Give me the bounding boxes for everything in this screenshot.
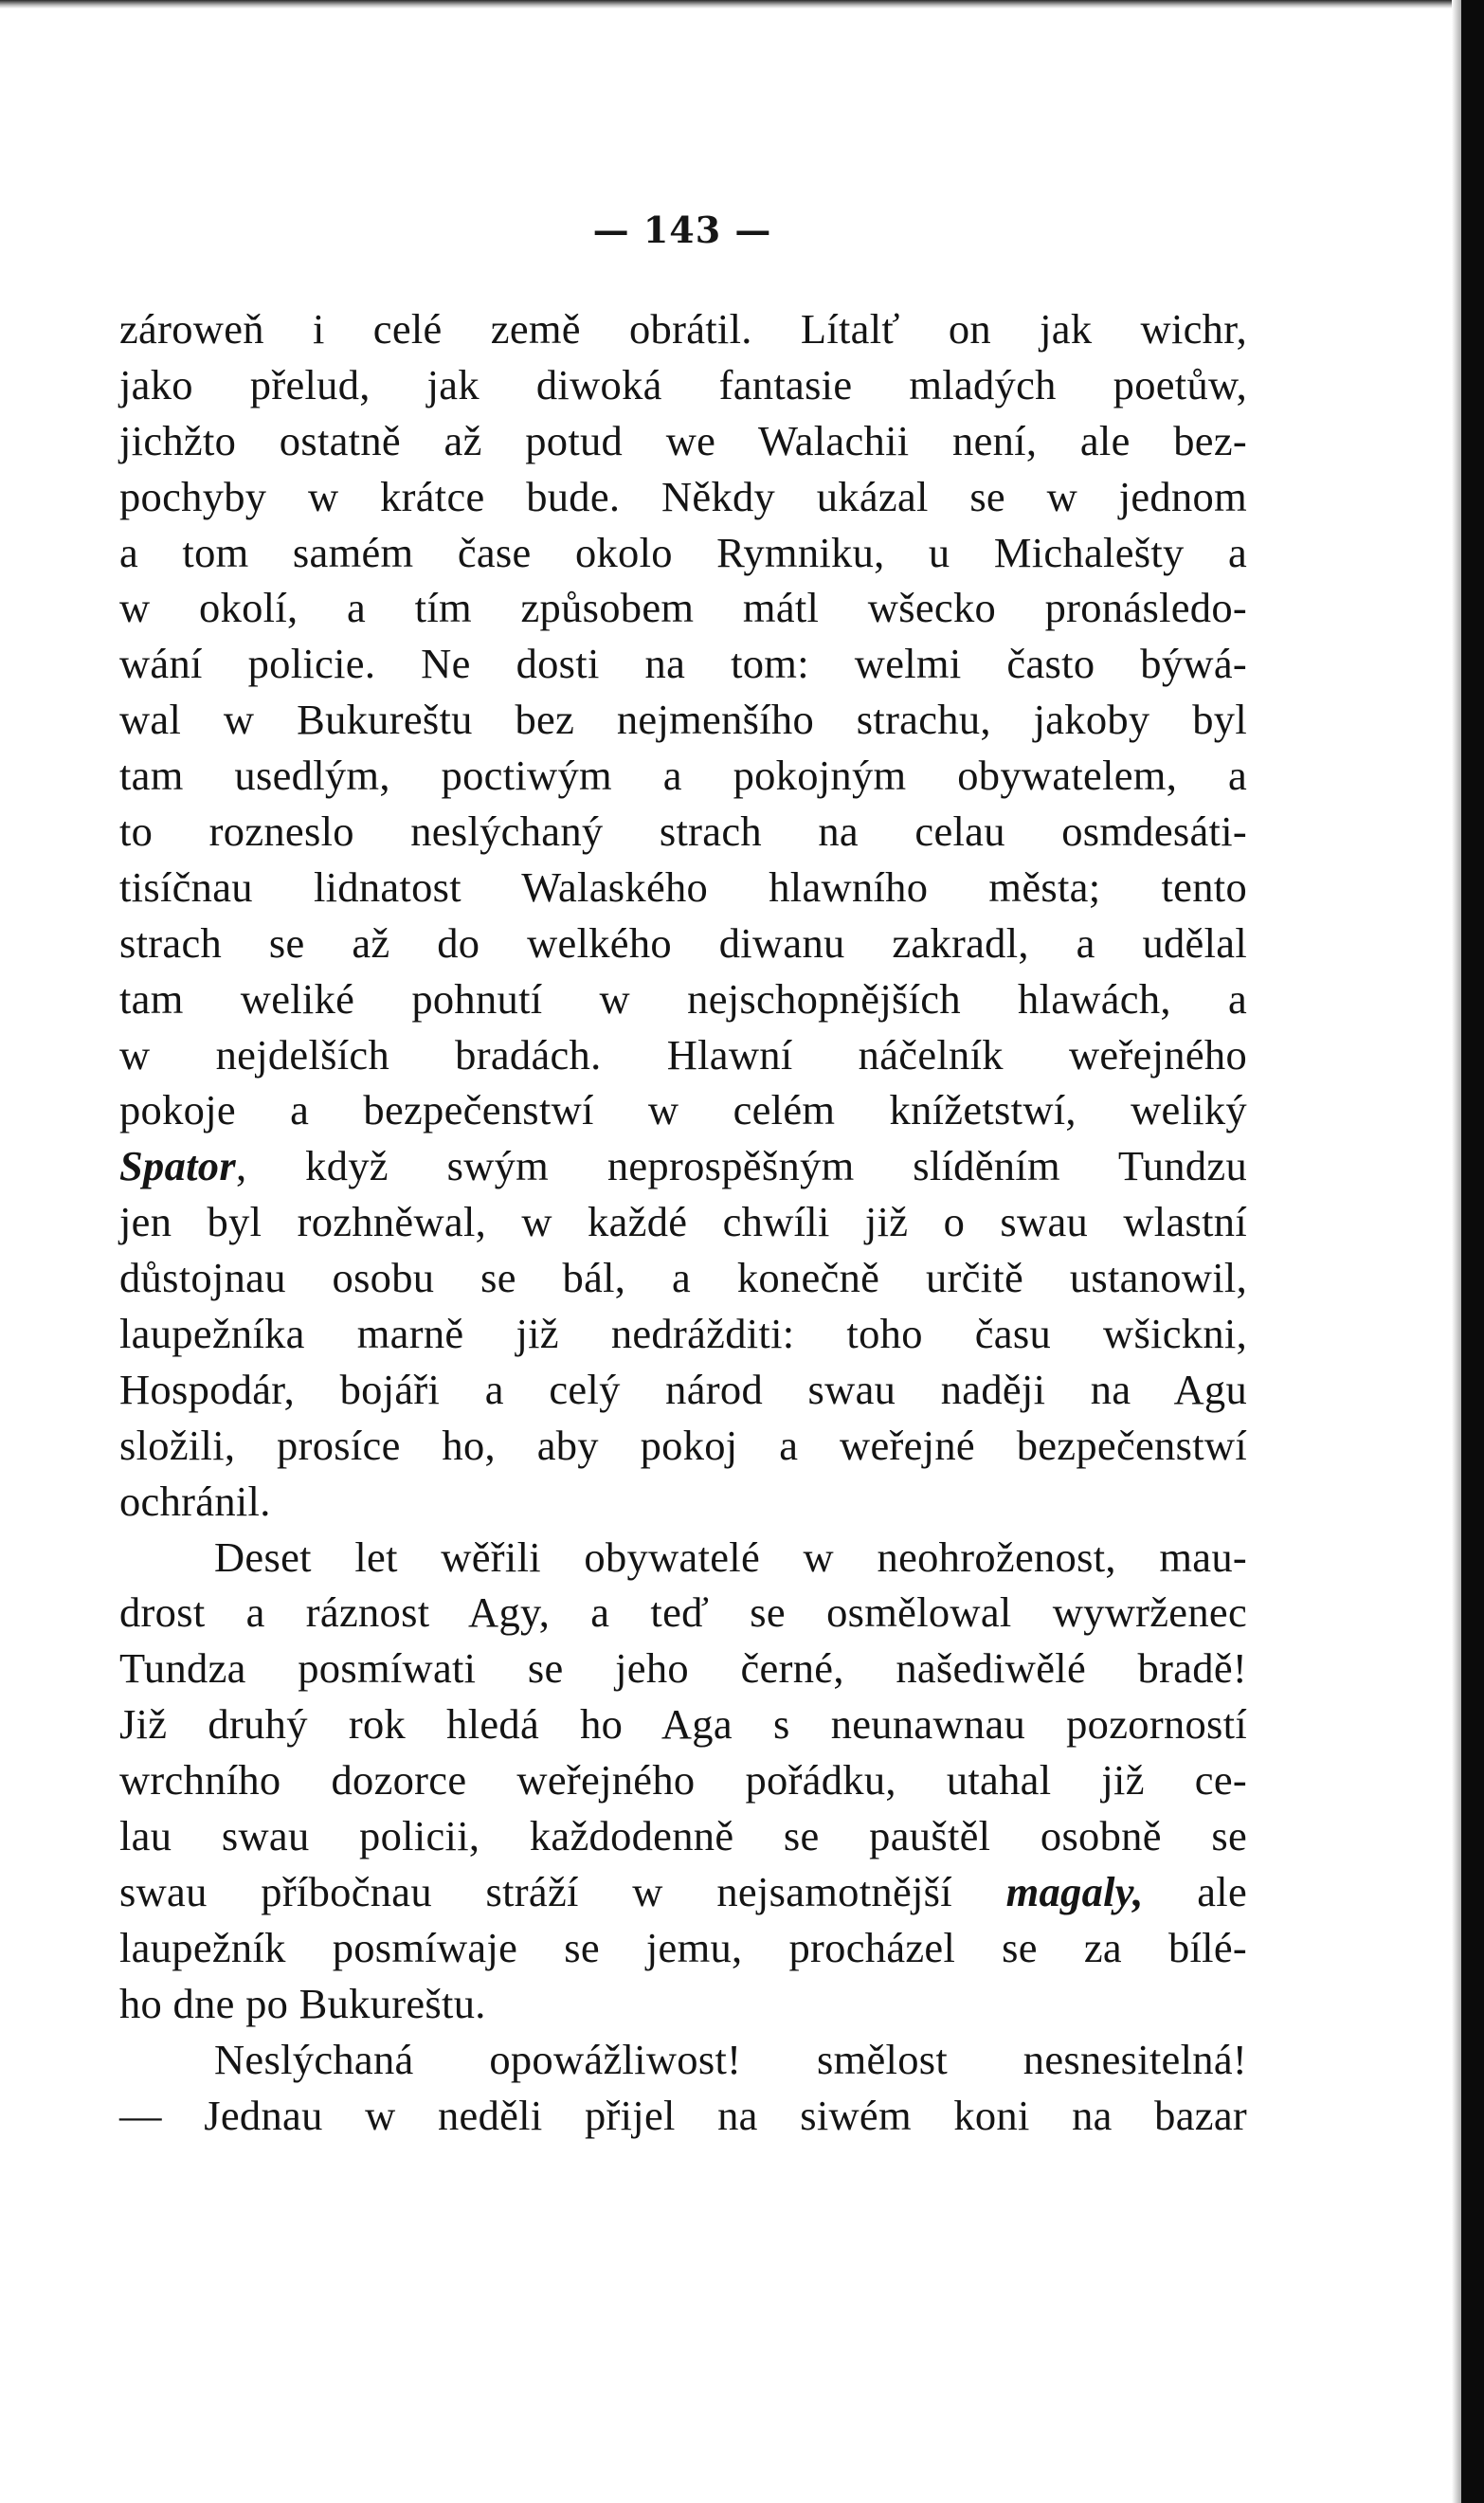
emphasized-word: magaly, — [1005, 1867, 1144, 1915]
text-line: jen byl rozhněwal, w každé chwíli již o swau wlastní — [119, 1198, 1247, 1246]
text-line: strach se až do welkého diwanu zakradl, a udělal — [119, 918, 1247, 967]
text-run: ale — [1143, 1867, 1248, 1915]
text-line: Deset let wěřili obywatelé w neohroženost, mau- — [214, 1533, 1247, 1581]
page-number: — 143 — — [592, 209, 772, 251]
text-line: w nejdelších bradách. Hlawní náčelník weřejného — [119, 1030, 1247, 1079]
text-line: drost a ráznost Agy, a teď se osmělowal wywrženec — [119, 1588, 1247, 1637]
text-line: tam usedlým, poctiwým a pokojným obywatelem, a — [119, 752, 1247, 800]
text-line: wrchního dozorce weřejného pořádku, utahal již ce- — [119, 1756, 1247, 1805]
text-line: ochránil. — [119, 1477, 271, 1525]
text-line: složili, prosíce ho, aby pokoj a weřejné bezpečenstwí — [119, 1421, 1247, 1469]
text-line: to rozneslo neslýchaný strach na celau osmdesáti- — [119, 807, 1247, 856]
text-line: w okolí, a tím způsobem mátl wšecko pronásledo- — [119, 584, 1247, 632]
text-line: Již druhý rok hledá ho Aga s neunawnau pozorností — [119, 1700, 1247, 1749]
text-line: lau swau policii, každodenně se pauštěl osobně se — [119, 1812, 1247, 1860]
text-line: jichžto ostatně až potud we Walachii není, ale bez- — [119, 416, 1247, 464]
text-line: Hospodár, bojáři a celý národ swau naději na Agu — [119, 1365, 1247, 1413]
text-line: ho dne po Bukureštu. — [119, 1979, 486, 2027]
top-edge-shadow — [0, 0, 1484, 9]
text-line: a tom samém čase okolo Rymniku, u Michalešty a — [119, 528, 1247, 576]
text-run: swau příbočnau stráží w nejsamotnější — [119, 1867, 1006, 1915]
text-line: wal w Bukureštu bez nejmenšího strachu, jakoby byl — [119, 696, 1247, 744]
text-line: Neslýchaná opowážliwost! smělost nesnesitelná! — [214, 2035, 1247, 2083]
emphasized-word: Spator — [119, 1142, 236, 1190]
text-line: laupežníka marně již nedrážditi: toho času wšickni, — [119, 1310, 1247, 1358]
text-line: wání policie. Ne dosti na tom: welmi často býwá- — [119, 640, 1247, 688]
text-line: důstojnau osobu se bál, a konečně určitě ustanowil, — [119, 1254, 1247, 1302]
page-edge — [1461, 0, 1484, 2503]
text-line — [119, 1864, 1247, 1920]
text-line: pokoje a bezpečenstwí w celém knížetstwí, weliký — [119, 1086, 1247, 1134]
text-run: , když swým neprospěšným slíděním Tundzu — [235, 1142, 1247, 1190]
text-line: tisíčnau lidnatost Walaského hlawního města; tento — [119, 862, 1247, 911]
text-line: — Jednau w neděli přijel na siwém koni na bazar — [119, 2091, 1247, 2139]
text-line: Tundza posmíwati se jeho černé, našediwělé bradě! — [119, 1644, 1247, 1693]
text-line: zároweň i celé země obrátil. Lítalť on jak wichr, — [119, 305, 1247, 353]
text-line: pochyby w krátce bude. Někdy ukázal se w jednom — [119, 472, 1247, 520]
text-line: tam weliké pohnutí w nejschopnějších hlawách, a — [119, 974, 1247, 1023]
text-line: laupežník posmíwaje se jemu, procházel se za bílé- — [119, 1923, 1247, 1971]
text-line — [119, 1138, 1247, 1194]
body-text — [119, 301, 1247, 2143]
text-line: jako přelud, jak diwoká fantasie mladých poetůw, — [119, 360, 1247, 408]
